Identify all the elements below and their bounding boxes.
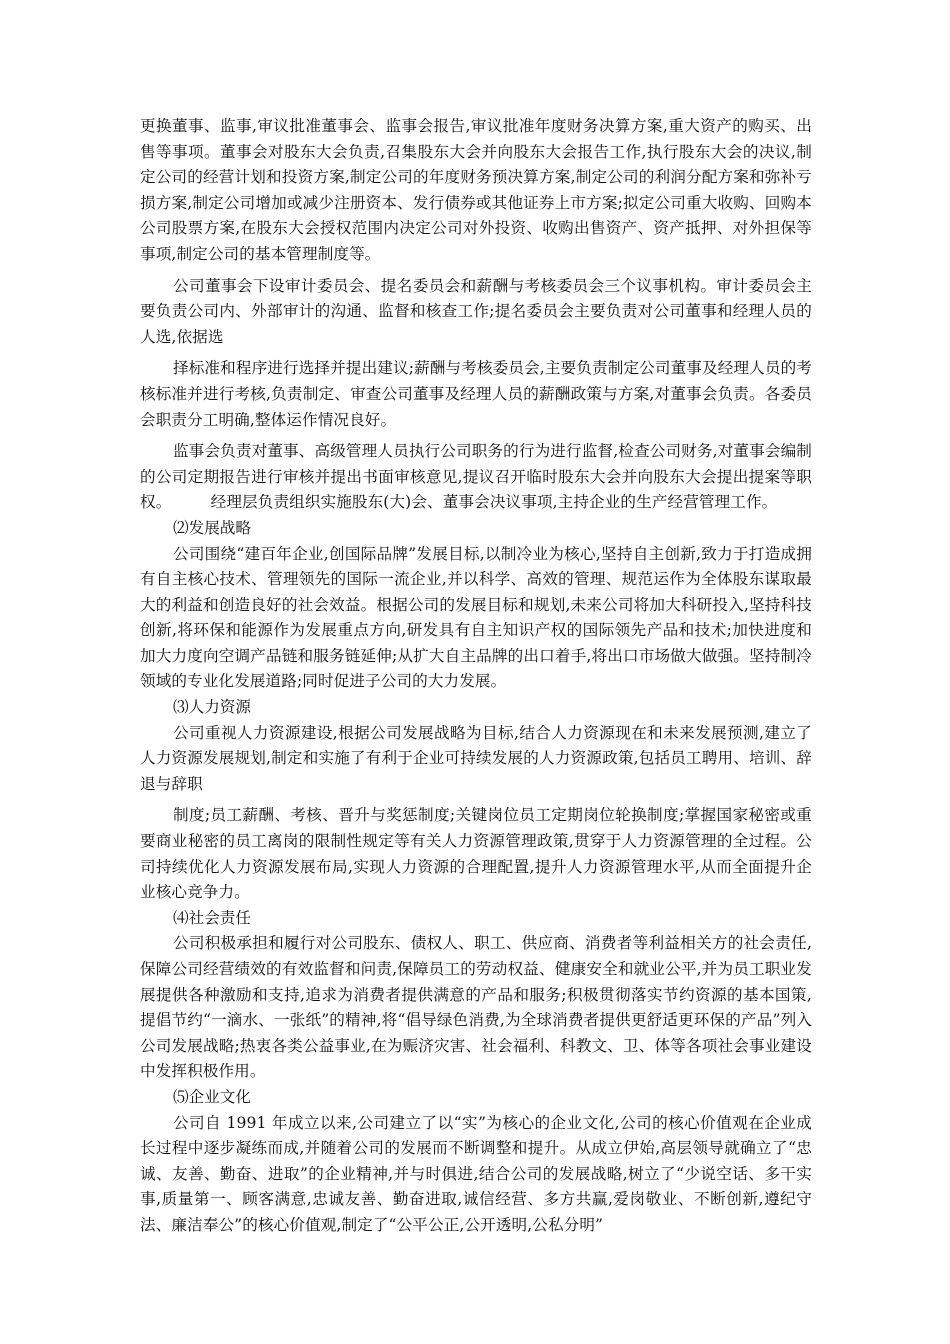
section-heading-development-strategy: ⑵发展战略 xyxy=(173,518,251,537)
paragraph-development-strategy: 公司围绕“建百年企业,创国际品牌”发展目标,以制冷业为核心,坚持自主创新,致力于打造成拥有自主核心技术、管理领先的国际一流企业,并以科学、高效的管理、规范运作为全体股东谋取最大的利益和创造良好的社会效益。根据公司的发展目标和规划,未来公司将加大科研投入,坚持科技创新,将环保和能源作为发展重点方向,研发具有自主知识产权的国际领先产品和技术;加快进度和加大力度向空调产品链和服务链延伸;从扩大自主品牌的出口着手,将出口市场做大做强。坚持制冷领域的专业化发展道路;同时促进子公司的大力发展。 xyxy=(140,544,812,691)
document-body xyxy=(140,114,812,1239)
section-heading-social-responsibility: ⑷社会责任 xyxy=(173,908,251,927)
paragraph-corporate-culture: 公司自 1991 年成立以来,公司建立了以“实”为核心的企业文化,公司的核心价值观在企业成长过程中逐步凝练而成,并随着公司的发展而不断调整和提升。从成立伊始,高层领导就确立了“忠诚、友善、勤奋、进取”的企业精神,并与时俱进,结合公司的发展战略,树立了“少说空话、多干实事,质量第一、顾客满意,忠诚友善、勤奋进取,诚信经营、多方共赢,爱岗敬业、不断创新,遵纪守法、廉洁奉公”的核心价值观,制定了“公平公正,公开透明,公私分明” xyxy=(140,1113,812,1234)
section-heading-human-resources: ⑶人力资源 xyxy=(173,698,251,717)
paragraph-hr-policies: 制度;员工薪酬、考核、晋升与奖惩制度;关键岗位员工定期岗位轮换制度;掌握国家秘密或重要商业秘密的员工离岗的限制性规定等有关人力资源管理政策,贯穿于人力资源管理的全过程。公司持续优化人力资源发展布局,实现人力资源的合理配置,提升人力资源管理水平,从而全面提升企业核心竞争力。 xyxy=(140,806,812,902)
paragraph-supervisory-board: 监事会负责对董事、高级管理人员执行公司职务的行为进行监督,检查公司财务,对董事会编制的公司定期报告进行审核并提出书面审核意见,提议召开临时股东大会并向股东大会提出提案等职权。 经理层负责组织实施股东(大)会、董事会决议事项,主持企业的生产经营管理工作。 xyxy=(140,442,812,512)
paragraph-human-resources: 公司重视人力资源建设,根据公司发展战略为目标,结合人力资源现在和未来发展预测,建立了人力资源发展规划,制定和实施了有利于企业可持续发展的人力资源政策,包括员工聘用、培训、辞退与辞职 xyxy=(140,723,812,793)
paragraph-social-responsibility: 公司积极承担和履行对公司股东、债权人、职工、供应商、消费者等利益相关方的社会责任,保障公司经营绩效的有效监督和问责,保障员工的劳动权益、健康安全和就业公平,并为员工职业发展提供各种激励和支持,追求为消费者提供满意的产品和服务;积极贯彻落实节约资源的基本国策,提倡节约“一滴水、一张纸”的精神,将“倡导绿色消费,为全球消费者提供更舒适更环保的产品”列入公司发展战略;热衷各类公益事业,在为赈济灾害、社会福利、科教文、卫、体等各项社会事业建设中发挥积极作用。 xyxy=(140,934,812,1081)
paragraph-governance-powers: 更换董事、监事,审议批准董事会、监事会报告,审议批准年度财务决算方案,重大资产的购买、出售等事项。董事会对股东大会负责,召集股东大会并向股东大会报告工作,执行股东大会的决议,制定公司的经营计划和投资方案,制定公司的年度财务预决算方案,制定公司的利润分配方案和弥补亏损方案,制定公司增加或减少注册资本、发行债券或其他证券上市方案;拟定公司重大收购、回购本公司股票方案,在股东大会授权范围内决定公司对外投资、收购出售资产、资产抵押、对外担保等事项,制定公司的基本管理制度等。 xyxy=(140,117,812,263)
section-heading-corporate-culture: ⑸企业文化 xyxy=(173,1087,251,1106)
paragraph-board-committees: 公司董事会下设审计委员会、提名委员会和薪酬与考核委员会三个议事机构。审计委员会主要负责公司内、外部审计的沟通、监督和核查工作;提名委员会主要负责对公司董事和经理人员的人选,依据选 xyxy=(140,276,812,346)
paragraph-committee-duties: 择标准和程序进行选择并提出建议;薪酬与考核委员会,主要负责制定公司董事及经理人员的考核标准并进行考核,负责制定、审查公司董事及经理人员的薪酬政策与方案,对董事会负责。各委员会职责分工明确,整体运作情况良好。 xyxy=(140,359,812,429)
